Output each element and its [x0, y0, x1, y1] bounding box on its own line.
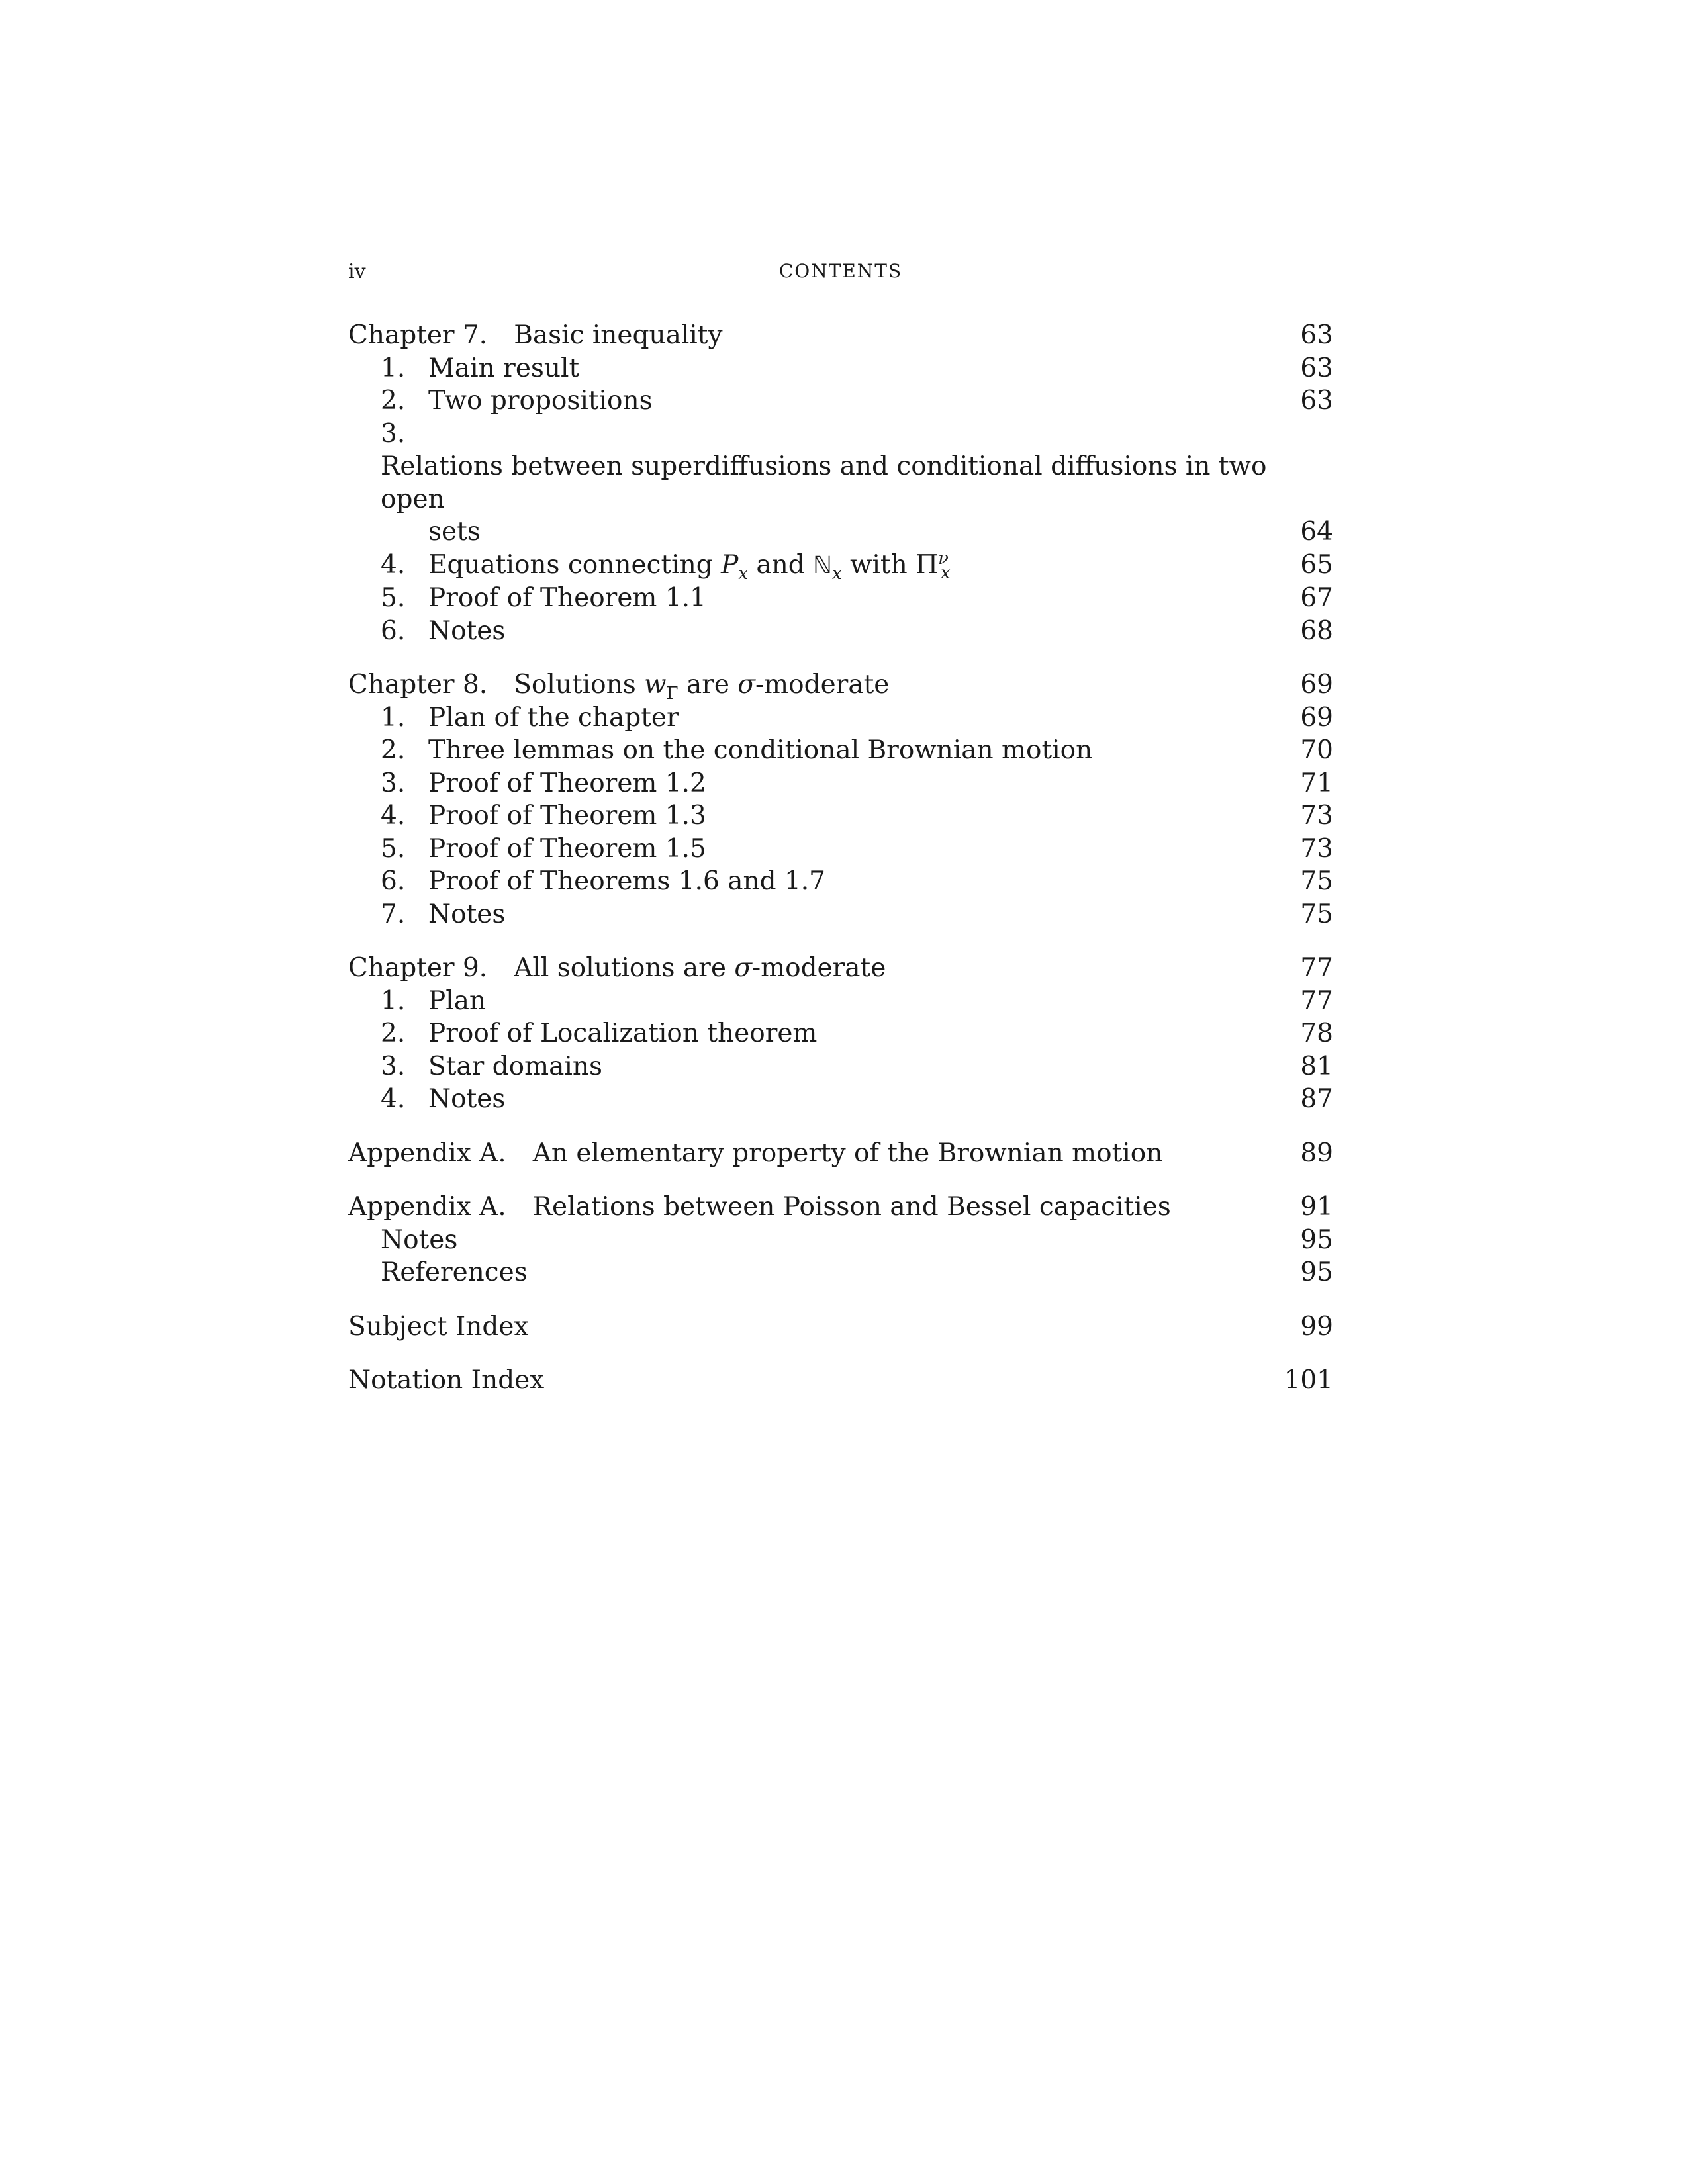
section-title: Three lemmas on the conditional Brownian motion — [428, 735, 1093, 765]
toc-chapter-9 — [348, 952, 1333, 1116]
page-ref: 65 — [1300, 549, 1333, 580]
page-ref: 68 — [1300, 615, 1333, 646]
toc-entry-section[interactable] — [348, 799, 1333, 833]
chapter-label: Chapter 8. — [348, 670, 488, 700]
toc-entry-notation-index[interactable] — [348, 1364, 1333, 1397]
math-w: w — [644, 670, 667, 700]
toc-entry-chapter-8[interactable] — [348, 668, 1333, 702]
page-ref: 63 — [1300, 386, 1333, 416]
math-Pi: Π — [915, 549, 939, 580]
section-number: 2. — [381, 386, 406, 416]
toc-entry-section[interactable] — [348, 1017, 1333, 1050]
entry-title: Notes — [381, 1224, 458, 1255]
toc-entry-section[interactable] — [348, 1050, 1333, 1083]
toc-entry-appendix[interactable] — [348, 1137, 1333, 1170]
chapter-title: Solutions $w_\Gamma$ are σ-moderate — [514, 670, 890, 704]
page-ref: 67 — [1300, 583, 1333, 613]
toc-entry-appendix[interactable] — [348, 1191, 1333, 1224]
chapter-label: Chapter 9. — [348, 953, 488, 983]
appendix-title: Relations between Poisson and Bessel capacities — [532, 1192, 1171, 1222]
section-number: 1. — [381, 353, 406, 383]
page-ref: 69 — [1300, 702, 1333, 733]
page-ref: 70 — [1300, 735, 1333, 765]
page-header — [348, 260, 1333, 287]
section-number: 2. — [381, 1019, 406, 1048]
page-ref: 71 — [1300, 768, 1333, 798]
page-ref: 89 — [1300, 1138, 1333, 1168]
toc-entry-section[interactable] — [348, 985, 1333, 1018]
page-ref: 73 — [1300, 801, 1333, 831]
toc-entry-section[interactable] — [348, 898, 1333, 931]
toc-entry-section-wrapped[interactable] — [348, 418, 1333, 549]
toc-entry-references[interactable] — [348, 1256, 1333, 1289]
toc-entry-section[interactable] — [348, 702, 1333, 735]
page-ref: 101 — [1284, 1365, 1333, 1395]
section-number: 1. — [381, 702, 406, 733]
appendix-label: Appendix A. — [348, 1138, 506, 1168]
section-number: 3. — [381, 768, 406, 798]
toc-entry-section[interactable] — [348, 1083, 1333, 1116]
table-of-contents — [348, 319, 1333, 1418]
section-number: 7. — [381, 899, 406, 929]
page-ref: 91 — [1300, 1192, 1333, 1222]
math-sigma: σ — [737, 670, 755, 700]
entry-title: Subject Index — [348, 1311, 529, 1342]
section-title-continuation: sets — [428, 517, 481, 547]
section-number: 3. — [381, 1051, 406, 1081]
page-ref: 81 — [1300, 1051, 1333, 1081]
page-ref: 75 — [1300, 899, 1333, 929]
page-ref: 95 — [1300, 1224, 1333, 1255]
toc-appendix-a-1 — [348, 1137, 1333, 1170]
section-number: 3. — [381, 418, 406, 449]
section-number: 6. — [381, 866, 406, 896]
math-N-blackboard: ℕ — [813, 551, 832, 579]
chapter-title: All solutions are σ-moderate — [514, 953, 886, 983]
section-number: 6. — [381, 615, 406, 646]
toc-entry-section[interactable] — [348, 734, 1333, 767]
toc-subject-index — [348, 1310, 1333, 1343]
section-title: Star domains — [428, 1051, 602, 1081]
toc-entry-section[interactable] — [348, 865, 1333, 898]
toc-entry-section[interactable] — [348, 352, 1333, 385]
toc-appendix-a-2 — [348, 1191, 1333, 1289]
page-ref: 87 — [1300, 1084, 1333, 1114]
toc-entry-section[interactable] — [348, 549, 1333, 582]
section-title: Main result — [428, 353, 580, 383]
toc-entry-subject-index[interactable] — [348, 1310, 1333, 1343]
toc-entry-notes[interactable] — [348, 1224, 1333, 1257]
page-ref: 64 — [1300, 517, 1333, 547]
section-title: Equations connecting $P_x$ and ℕ$_x$ with $\Pi^\nu_x$ — [428, 548, 951, 584]
page-ref: 77 — [1300, 953, 1333, 983]
section-title: Proof of Theorem 1.3 — [428, 801, 706, 831]
toc-entry-section[interactable] — [348, 833, 1333, 866]
toc-entry-section[interactable] — [348, 767, 1333, 800]
section-title: Relations between superdiffusions and conditional diffusions in two open — [381, 451, 1267, 514]
toc-entry-section[interactable] — [348, 615, 1333, 648]
section-number: 1. — [381, 985, 406, 1016]
section-number: 4. — [381, 1084, 406, 1114]
page-number: iv — [348, 260, 366, 283]
appendix-title: An elementary property of the Brownian motion — [532, 1138, 1163, 1168]
section-title: Two propositions — [428, 386, 653, 416]
section-title: Notes — [428, 615, 506, 646]
entry-title: References — [381, 1257, 528, 1287]
page-ref: 78 — [1300, 1019, 1333, 1048]
section-title: Proof of Localization theorem — [428, 1019, 818, 1048]
toc-chapter-7 — [348, 319, 1333, 647]
math-sigma: σ — [734, 953, 752, 983]
toc-entry-chapter-9[interactable] — [348, 952, 1333, 985]
section-number: 5. — [381, 583, 406, 613]
page-ref: 99 — [1300, 1311, 1333, 1342]
page-ref: 63 — [1300, 320, 1333, 350]
page-ref: 77 — [1300, 985, 1333, 1016]
toc-entry-chapter-7[interactable] — [348, 319, 1333, 352]
section-title: Notes — [428, 1084, 506, 1114]
page-ref: 95 — [1300, 1257, 1333, 1287]
entry-title: Notation Index — [348, 1365, 545, 1395]
math-P: P — [721, 549, 739, 580]
section-title: Proof of Theorem 1.1 — [428, 583, 706, 613]
toc-notation-index — [348, 1364, 1333, 1397]
chapter-title: Basic inequality — [514, 320, 723, 350]
section-number: 4. — [381, 801, 406, 831]
appendix-label: Appendix A. — [348, 1192, 506, 1222]
toc-chapter-8 — [348, 668, 1333, 931]
section-number: 4. — [381, 549, 406, 580]
toc-entry-section[interactable] — [348, 385, 1333, 418]
section-title: Plan of the chapter — [428, 702, 679, 733]
section-title: Proof of Theorem 1.2 — [428, 768, 706, 798]
section-title: Notes — [428, 899, 506, 929]
section-title: Proof of Theorems 1.6 and 1.7 — [428, 866, 825, 896]
page-ref: 63 — [1300, 353, 1333, 383]
chapter-label: Chapter 7. — [348, 320, 488, 350]
page-ref: 75 — [1300, 866, 1333, 896]
section-number: 5. — [381, 833, 406, 864]
section-number: 2. — [381, 735, 406, 765]
running-title: CONTENTS — [778, 260, 903, 282]
section-title: Plan — [428, 985, 487, 1016]
page-ref: 69 — [1300, 670, 1333, 700]
section-title: Proof of Theorem 1.5 — [428, 833, 706, 864]
toc-entry-section[interactable] — [348, 582, 1333, 615]
page-ref: 73 — [1300, 833, 1333, 864]
